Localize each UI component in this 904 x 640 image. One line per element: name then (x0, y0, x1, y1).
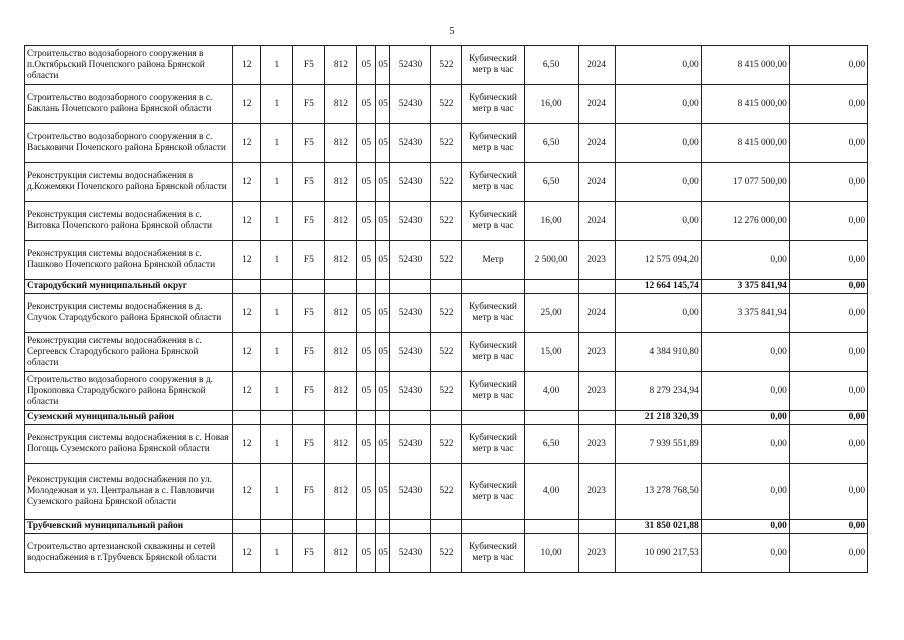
cell-name: Строительство артезианской скважины и сетей водоснабжения в г.Трубчевск Брянской области (25, 534, 233, 573)
cell-v2: 12 276 000,00 (701, 202, 789, 241)
cell-v3: 0,00 (789, 333, 867, 372)
table-row (25, 372, 868, 411)
cell-c3: F5 (293, 534, 325, 573)
cell-v2: 0,00 (701, 333, 789, 372)
cell-c7 (390, 520, 431, 534)
table-row (25, 425, 868, 464)
cell-c6: 05 (376, 163, 390, 202)
table-row (25, 294, 868, 333)
cell-c6: 05 (376, 202, 390, 241)
cell-year: 2023 (578, 464, 615, 520)
cell-c6: 05 (376, 46, 390, 85)
cell-c3: F5 (293, 241, 325, 280)
cell-v2: 0,00 (701, 372, 789, 411)
cell-c4: 812 (325, 202, 357, 241)
cell-c5: 05 (357, 425, 376, 464)
cell-v1: 0,00 (615, 202, 701, 241)
cell-c6: 05 (376, 372, 390, 411)
cell-c2 (261, 411, 293, 425)
cell-unit: Кубический метр в час (462, 46, 524, 85)
cell-c3: F5 (293, 425, 325, 464)
cell-c7: 52430 (390, 202, 431, 241)
cell-c8: 522 (431, 425, 462, 464)
cell-c8 (431, 520, 462, 534)
cell-unit: Кубический метр в час (462, 124, 524, 163)
cell-c6: 05 (376, 294, 390, 333)
cell-c4: 812 (325, 372, 357, 411)
cell-v1: 0,00 (615, 124, 701, 163)
cell-qty: 6,50 (524, 124, 578, 163)
cell-year: 2023 (578, 425, 615, 464)
cell-c5: 05 (357, 163, 376, 202)
table-body (25, 46, 868, 573)
cell-c6 (376, 520, 390, 534)
cell-c7: 52430 (390, 534, 431, 573)
cell-v1: 7 939 551,89 (615, 425, 701, 464)
cell-c5: 05 (357, 202, 376, 241)
table-row (25, 464, 868, 520)
cell-c5 (357, 520, 376, 534)
cell-unit: Кубический метр в час (462, 534, 524, 573)
cell-c8: 522 (431, 534, 462, 573)
cell-c3 (293, 280, 325, 294)
cell-c4: 812 (325, 241, 357, 280)
cell-v3: 0,00 (789, 85, 867, 124)
cell-name: Реконструкция системы водоснабжения в с. Витовка Почепского района Брянской области (25, 202, 233, 241)
cell-unit: Кубический метр в час (462, 85, 524, 124)
cell-c5: 05 (357, 46, 376, 85)
cell-c8: 522 (431, 202, 462, 241)
cell-c6: 05 (376, 464, 390, 520)
cell-c6: 05 (376, 241, 390, 280)
cell-unit: Кубический метр в час (462, 294, 524, 333)
cell-qty: 10,00 (524, 534, 578, 573)
table-row (25, 85, 868, 124)
cell-v3: 0,00 (789, 280, 867, 294)
cell-name: Строительство водозаборного сооружения в с. Васьковичи Почепского района Брянской области (25, 124, 233, 163)
cell-c7 (390, 280, 431, 294)
cell-qty (524, 411, 578, 425)
group-row (25, 280, 868, 294)
cell-c8: 522 (431, 241, 462, 280)
cell-year: 2024 (578, 85, 615, 124)
cell-c1: 12 (233, 333, 261, 372)
cell-c8: 522 (431, 294, 462, 333)
cell-v1: 4 384 910,80 (615, 333, 701, 372)
cell-name: Строительство водозаборного сооружения в с. Баклань Почепского района Брянской области (25, 85, 233, 124)
cell-c5: 05 (357, 372, 376, 411)
cell-c6: 05 (376, 534, 390, 573)
cell-qty: 4,00 (524, 464, 578, 520)
cell-unit (462, 520, 524, 534)
cell-name: Реконструкция системы водоснабжения в с. Пашково Почепского района Брянской области (25, 241, 233, 280)
group-row (25, 520, 868, 534)
cell-v2: 8 415 000,00 (701, 124, 789, 163)
cell-c2: 1 (261, 534, 293, 573)
cell-c8: 522 (431, 163, 462, 202)
cell-v1: 0,00 (615, 46, 701, 85)
cell-v2: 0,00 (701, 241, 789, 280)
cell-c3: F5 (293, 202, 325, 241)
cell-c2: 1 (261, 46, 293, 85)
cell-qty: 16,00 (524, 202, 578, 241)
cell-c4: 812 (325, 46, 357, 85)
cell-v2: 0,00 (701, 411, 789, 425)
cell-name: Суземский муниципальный район (25, 411, 233, 425)
cell-v2: 0,00 (701, 520, 789, 534)
table-row (25, 333, 868, 372)
cell-c3: F5 (293, 124, 325, 163)
table-row (25, 202, 868, 241)
cell-unit: Кубический метр в час (462, 372, 524, 411)
cell-v1: 31 850 021,88 (615, 520, 701, 534)
cell-c7: 52430 (390, 124, 431, 163)
cell-v2: 3 375 841,94 (701, 294, 789, 333)
cell-c4 (325, 280, 357, 294)
cell-c1: 12 (233, 124, 261, 163)
cell-unit: Кубический метр в час (462, 425, 524, 464)
cell-v3: 0,00 (789, 425, 867, 464)
cell-v1: 10 090 217,53 (615, 534, 701, 573)
cell-v3: 0,00 (789, 241, 867, 280)
cell-c5: 05 (357, 124, 376, 163)
cell-c7 (390, 411, 431, 425)
cell-c6: 05 (376, 85, 390, 124)
cell-v1: 0,00 (615, 163, 701, 202)
cell-c7: 52430 (390, 425, 431, 464)
cell-year: 2023 (578, 241, 615, 280)
cell-c4: 812 (325, 124, 357, 163)
cell-c7: 52430 (390, 46, 431, 85)
table-row (25, 163, 868, 202)
cell-unit: Кубический метр в час (462, 464, 524, 520)
group-row (25, 411, 868, 425)
cell-unit: Метр (462, 241, 524, 280)
cell-c5 (357, 411, 376, 425)
cell-qty: 4,00 (524, 372, 578, 411)
cell-v2: 0,00 (701, 425, 789, 464)
cell-qty: 6,50 (524, 46, 578, 85)
cell-c2: 1 (261, 425, 293, 464)
cell-year (578, 280, 615, 294)
cell-name: Реконструкция системы водоснабжения в д. Случок Стародубского района Брянской области (25, 294, 233, 333)
cell-year: 2023 (578, 534, 615, 573)
cell-c8: 522 (431, 464, 462, 520)
cell-c3: F5 (293, 294, 325, 333)
cell-c2 (261, 280, 293, 294)
cell-name: Стародубский муниципальный округ (25, 280, 233, 294)
budget-table (24, 45, 868, 573)
cell-c3 (293, 520, 325, 534)
cell-year (578, 411, 615, 425)
cell-v3: 0,00 (789, 202, 867, 241)
cell-c8 (431, 280, 462, 294)
cell-c4: 812 (325, 333, 357, 372)
cell-c3: F5 (293, 46, 325, 85)
cell-qty: 2 500,00 (524, 241, 578, 280)
cell-c7: 52430 (390, 333, 431, 372)
cell-name: Строительство водозаборного сооружения в п.Октябрьский Почепского района Брянской области (25, 46, 233, 85)
cell-c1: 12 (233, 372, 261, 411)
cell-c6: 05 (376, 333, 390, 372)
cell-c2: 1 (261, 241, 293, 280)
cell-name: Реконструкция системы водоснабжения по ул. Молодежная и ул. Центральная в с. Павловичи Суземского района Брянской области (25, 464, 233, 520)
table-row (25, 241, 868, 280)
cell-unit (462, 411, 524, 425)
cell-c5: 05 (357, 85, 376, 124)
cell-unit: Кубический метр в час (462, 163, 524, 202)
cell-c5: 05 (357, 534, 376, 573)
cell-name: Реконструкция системы водоснабжения в с. Новая Погощь Суземского района Брянской области (25, 425, 233, 464)
cell-c8: 522 (431, 46, 462, 85)
cell-c6: 05 (376, 124, 390, 163)
cell-c2: 1 (261, 372, 293, 411)
cell-qty: 6,50 (524, 425, 578, 464)
cell-c8: 522 (431, 85, 462, 124)
cell-c8: 522 (431, 372, 462, 411)
cell-c7: 52430 (390, 163, 431, 202)
cell-c1: 12 (233, 163, 261, 202)
cell-v3: 0,00 (789, 46, 867, 85)
cell-year: 2023 (578, 333, 615, 372)
page-number: 5 (449, 26, 455, 37)
cell-v3: 0,00 (789, 464, 867, 520)
cell-name: Трубчевский муниципальный район (25, 520, 233, 534)
cell-c1 (233, 520, 261, 534)
cell-v3: 0,00 (789, 124, 867, 163)
cell-v2: 3 375 841,94 (701, 280, 789, 294)
cell-year: 2023 (578, 372, 615, 411)
cell-c3 (293, 411, 325, 425)
cell-v3: 0,00 (789, 372, 867, 411)
cell-c1 (233, 280, 261, 294)
cell-c7: 52430 (390, 372, 431, 411)
cell-c1: 12 (233, 534, 261, 573)
cell-v2: 0,00 (701, 534, 789, 573)
cell-c5: 05 (357, 241, 376, 280)
cell-c1: 12 (233, 85, 261, 124)
cell-c6 (376, 411, 390, 425)
cell-qty: 6,50 (524, 163, 578, 202)
cell-v1: 0,00 (615, 85, 701, 124)
cell-qty: 15,00 (524, 333, 578, 372)
cell-c4: 812 (325, 425, 357, 464)
cell-c1: 12 (233, 294, 261, 333)
cell-c5: 05 (357, 294, 376, 333)
cell-c4 (325, 411, 357, 425)
table-row (25, 46, 868, 85)
cell-qty (524, 520, 578, 534)
cell-c3: F5 (293, 372, 325, 411)
cell-c3: F5 (293, 163, 325, 202)
cell-v1: 12 664 145,74 (615, 280, 701, 294)
cell-name: Реконструкция системы водоснабжения в д.Кожемяки Почепского района Брянской области (25, 163, 233, 202)
cell-v2: 8 415 000,00 (701, 46, 789, 85)
cell-c5: 05 (357, 333, 376, 372)
cell-c1: 12 (233, 241, 261, 280)
cell-c8: 522 (431, 124, 462, 163)
cell-v3: 0,00 (789, 294, 867, 333)
cell-c5 (357, 280, 376, 294)
cell-v2: 17 077 500,00 (701, 163, 789, 202)
cell-c3: F5 (293, 85, 325, 124)
cell-year: 2024 (578, 46, 615, 85)
cell-year: 2024 (578, 294, 615, 333)
cell-year (578, 520, 615, 534)
cell-c2: 1 (261, 163, 293, 202)
cell-c2: 1 (261, 202, 293, 241)
cell-c4: 812 (325, 163, 357, 202)
cell-v1: 8 279 234,94 (615, 372, 701, 411)
cell-year: 2024 (578, 163, 615, 202)
table-row (25, 124, 868, 163)
cell-c1 (233, 411, 261, 425)
cell-c4 (325, 520, 357, 534)
cell-c7: 52430 (390, 241, 431, 280)
cell-c4: 812 (325, 464, 357, 520)
cell-v1: 13 278 768,50 (615, 464, 701, 520)
cell-c6 (376, 280, 390, 294)
cell-unit: Кубический метр в час (462, 202, 524, 241)
cell-c6: 05 (376, 425, 390, 464)
cell-v1: 12 575 094,20 (615, 241, 701, 280)
cell-v3: 0,00 (789, 163, 867, 202)
cell-v2: 8 415 000,00 (701, 85, 789, 124)
cell-c5: 05 (357, 464, 376, 520)
cell-c3: F5 (293, 464, 325, 520)
cell-c4: 812 (325, 294, 357, 333)
cell-c7: 52430 (390, 464, 431, 520)
cell-c3: F5 (293, 333, 325, 372)
cell-c8: 522 (431, 333, 462, 372)
cell-c2: 1 (261, 294, 293, 333)
cell-c1: 12 (233, 202, 261, 241)
cell-c2: 1 (261, 333, 293, 372)
cell-c2: 1 (261, 464, 293, 520)
cell-v1: 21 218 320,39 (615, 411, 701, 425)
cell-c1: 12 (233, 464, 261, 520)
cell-c2: 1 (261, 124, 293, 163)
cell-v3: 0,00 (789, 411, 867, 425)
cell-c7: 52430 (390, 294, 431, 333)
cell-c4: 812 (325, 85, 357, 124)
table-row (25, 534, 868, 573)
cell-v3: 0,00 (789, 520, 867, 534)
cell-year: 2024 (578, 202, 615, 241)
cell-c1: 12 (233, 46, 261, 85)
cell-v3: 0,00 (789, 534, 867, 573)
cell-c1: 12 (233, 425, 261, 464)
cell-c2 (261, 520, 293, 534)
cell-c4: 812 (325, 534, 357, 573)
cell-name: Реконструкция системы водоснабжения в с. Сергеевск Стародубского района Брянской области (25, 333, 233, 372)
cell-unit: Кубический метр в час (462, 333, 524, 372)
cell-qty: 25,00 (524, 294, 578, 333)
cell-name: Строительство водозаборного сооружения в д. Прокоповка Стародубского района Брянской области (25, 372, 233, 411)
cell-v1: 0,00 (615, 294, 701, 333)
cell-c7: 52430 (390, 85, 431, 124)
cell-qty: 16,00 (524, 85, 578, 124)
cell-c8 (431, 411, 462, 425)
cell-qty (524, 280, 578, 294)
cell-c2: 1 (261, 85, 293, 124)
cell-year: 2024 (578, 124, 615, 163)
cell-v2: 0,00 (701, 464, 789, 520)
cell-unit (462, 280, 524, 294)
